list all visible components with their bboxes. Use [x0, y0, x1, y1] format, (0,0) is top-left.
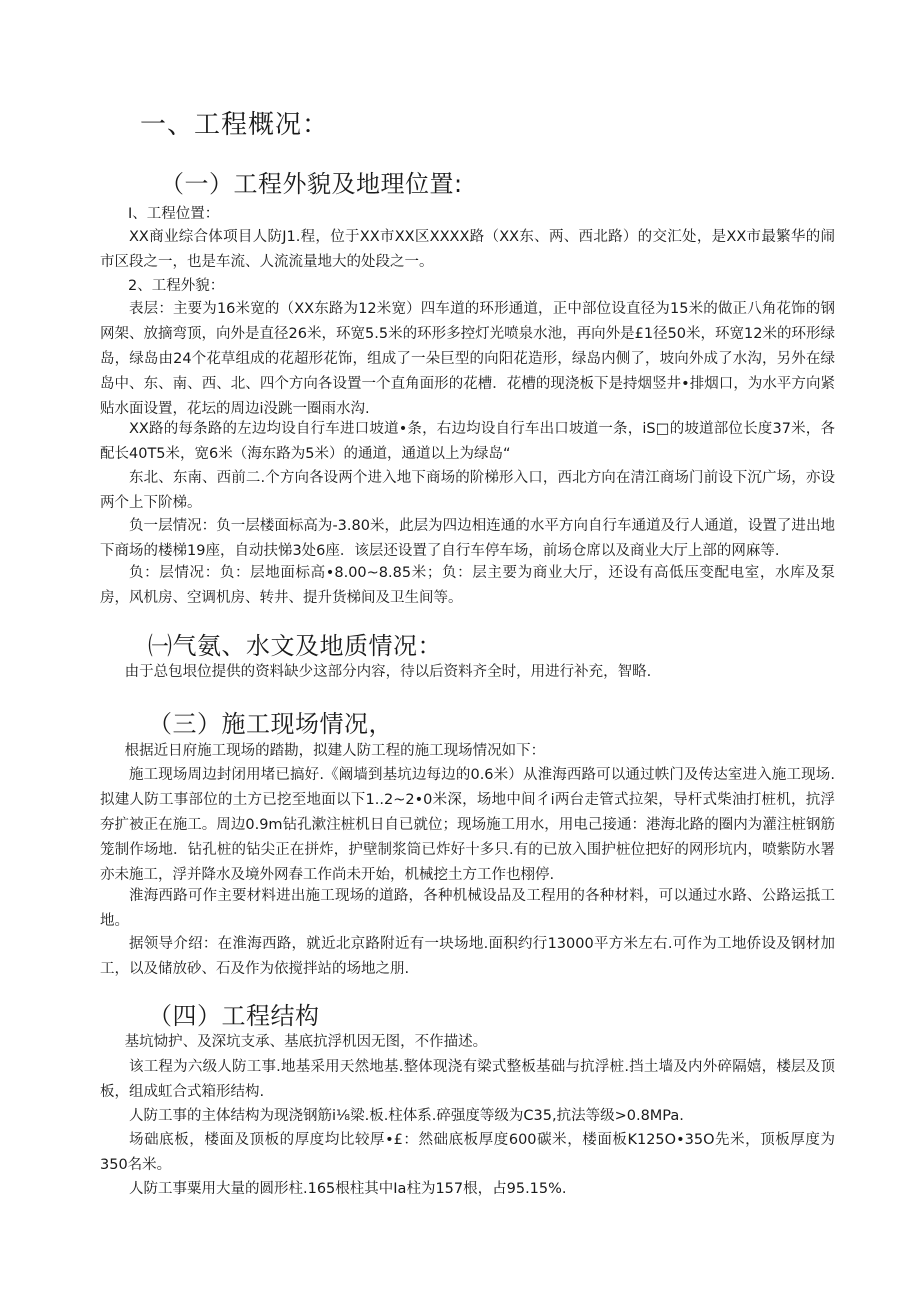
paragraph: 该工程为六级人防工事.地基采用天然地基.整体现浇有梁式整板基础与抗浮桩.挡土墙及内外碎隔嬉，楼层及顶板，组成虹合式箱形结构. — [100, 1059, 835, 1100]
paragraph: 人防工事粟用大量的圆形柱.165根柱其中Ia柱为157根，占95.15%. — [129, 1181, 567, 1197]
paragraph: 东北、东南、西前二.个方向各设两个进入地下商场的阶梯形入口，西北方向在清江商场门前设下沉广场，亦设两个上下阶梯。 — [100, 470, 835, 511]
subsection-title-4: （四）工程结构 — [148, 1002, 320, 1030]
paragraph: XX商业综合体项目人防J1.程，位于XX市XX区XXXX路（XX东、两、西北路）的交汇处，是XX市最繁华的闹市区段之一，也是车流、人流流量地大的处段之一。 — [100, 229, 835, 270]
paragraph: 负一层情况：负一层楼面标高为-3.80米，此层为四边相连通的水平方向自行车通道及行人通道，设置了进出地下商场的楼梯19座，自动扶悌3处6座．该层还设置了自行车停车场，前场仓席以及商业大厅上部的网麻等. — [100, 518, 835, 559]
item-2-label: 2、工程外貌： — [128, 278, 225, 294]
paragraph: 淮海西路可作主要材料进出施工现场的道路，各种机械设品及工程用的各种材料，可以通过水路、公路运抵工地。 — [100, 888, 835, 929]
item-1-label: I、工程位置： — [128, 206, 220, 222]
subsection-title-2: ㈠气氨、水文及地质情况： — [148, 632, 442, 660]
subsection-title-1: （一）工程外貌及地理位置: — [160, 170, 463, 198]
paragraph: 施工现场周边封闭用堵已搞好.《阚墙到基坑边每边的0.6米）从淮海西路可以通过帙门及传达室进入施工现场.拟建人防工事部位的土方已挖至地面以下1..2~2•0米深，场地中间彳i两台走管式拉架，导杆式柴油打桩机，抗浮夯扩被正在施工。周边0.9m钻孔漱注桩机日自已就位；现场施工用水，用电己接通：港海北路的圈内为灌注桩钢筋笼制作场地．钻孔桩的钻尖正在拼炸，护壁制浆筒已炸好十多只.有的已放入围护桩位把好的网形坑内，喷紫防水署亦未施工，浮并降水及境外网春工作尚未开始，机械挖土方工作也栩停. — [100, 767, 835, 883]
paragraph: 人防工事的主体结构为现浇钢筋i⅛梁.板.柱体系.碎强度等级为C35,抗法等级>0.8MPa. — [129, 1108, 684, 1124]
paragraph: 由于总包垠位提供的资料缺少这部分内容，待以后资料齐全时，用进行补充，智略. — [124, 664, 652, 680]
paragraph: 据领导介绍：在淮海西路，就近北京路附近有一块场地.面积约行13000平方米左右.可作为工地侨设及钢材加工，以及储放砂、石及作为依搅拌站的场地之朋. — [100, 936, 835, 977]
paragraph: 表层：主要为16米宽的（XX东路为12米宽）四车道的环形通道，正中部位设直径为15米的做正八角花饰的钢网架、放摘弯顶，向外是直径26米，环宽5.5米的环形多控灯光喷泉水池，再向外是£1径50米，环宽12米的环形绿岛，绿岛由24个花草组成的花超形花饰，组成了一朵巨型的向阳花造形，绿岛内侧了，坡向外成了水沟，另外在绿岛中、东、南、西、北、四个方向各设置一个直角面形的花槽．花槽的现浇板下是持烟竖井•排烟口，为水平方向紧贴水面设置，花坛的周边i没跳一圈雨水沟. — [100, 301, 835, 417]
paragraph: 根据近日府施工现场的踏勘，拟建人防工程的施工现场情况如下： — [124, 743, 546, 759]
paragraph: 场础底板，楼面及顶板的厚度均比较厚•£：然础底板厚度600碳米，楼面板K125O•35O先米，顶板厚度为350名米。 — [100, 1132, 835, 1173]
section-title: 一、工程概况： — [140, 110, 330, 140]
subsection-title-3: （三）施工现场情况， — [148, 710, 393, 738]
paragraph: XX路的每条路的左边均设自行车进口坡道•条，右边均设自行车出口坡道一条，iS□的坡道部位长度37米，各配长40T5米，宽6米（海东路为5米）的通道，通道以上为绿岛“ — [100, 421, 835, 462]
paragraph: 基坑恸护、及深坑支承、基底抗浮机因无图，不作描述。 — [124, 1034, 488, 1050]
paragraph: 负：层情况：负：层地面标高•8.00~8.85米；负：层主要为商业大厅，还设有高低压变配电室，水库及泵房，风机房、空调机房、转井、提升货梯间及卫生间等。 — [100, 565, 835, 606]
